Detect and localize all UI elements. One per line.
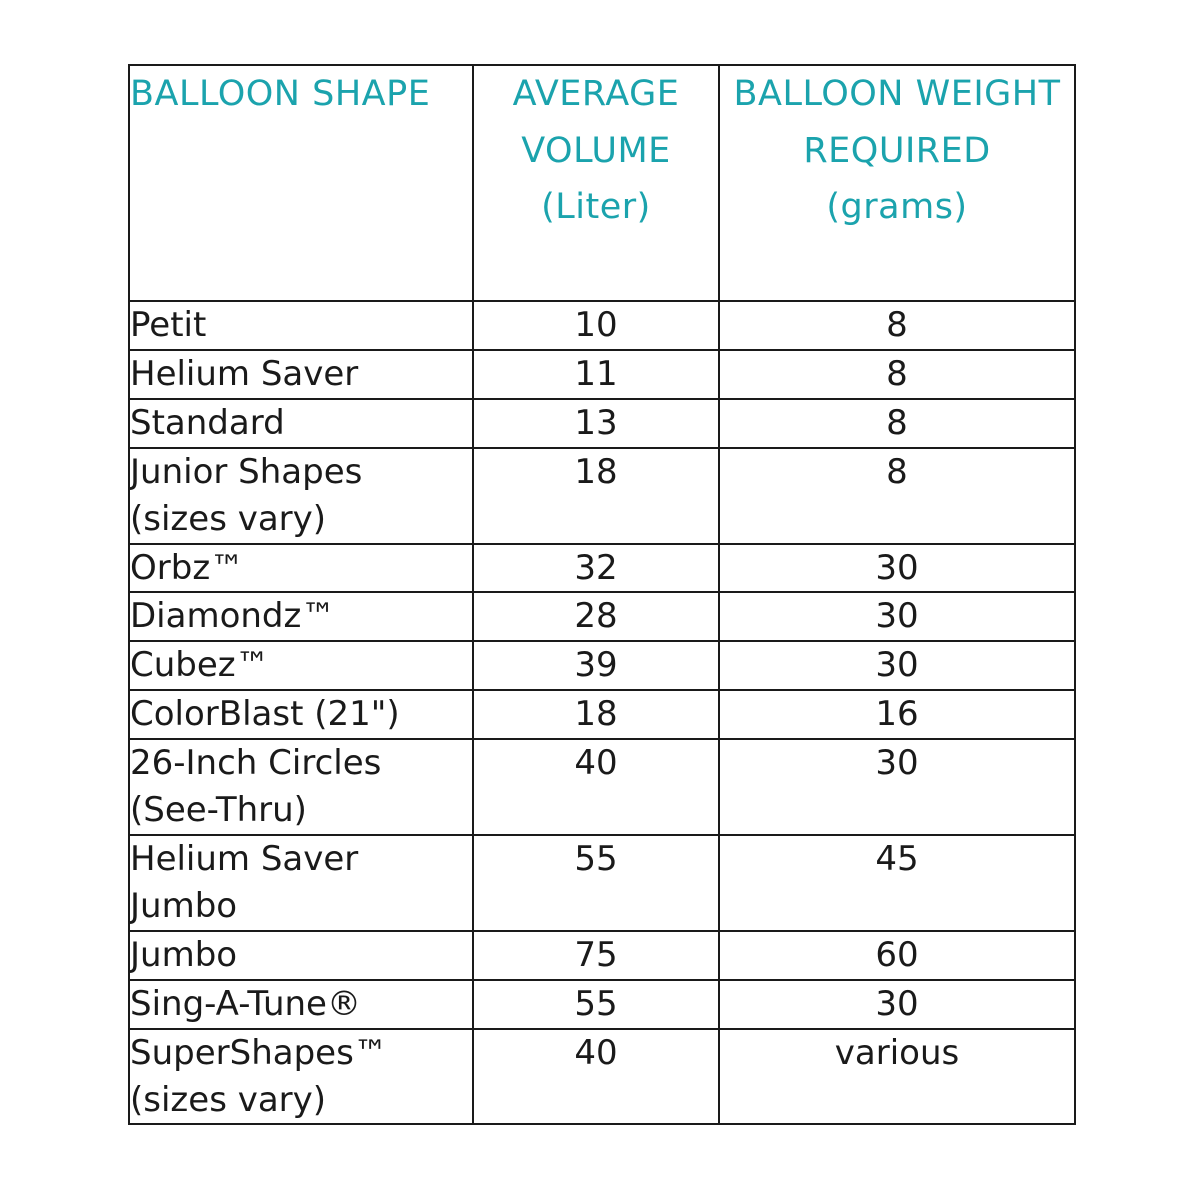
cell-average-volume: 13 [473, 399, 719, 448]
cell-balloon-weight: 30 [719, 739, 1075, 835]
cell-balloon-shape [129, 931, 473, 980]
cell-balloon-weight: 8 [719, 350, 1075, 399]
cell-balloon-weight: 8 [719, 301, 1075, 350]
cell-text-line: Petit [130, 305, 207, 345]
cell-balloon-weight: 30 [719, 592, 1075, 641]
cell-text-line: SuperShapes™ [130, 1032, 388, 1073]
cell-text-line: Junior Shapes [130, 451, 363, 492]
cell-text-line: Cubez™ [130, 645, 270, 686]
balloon-weight-table-container [128, 64, 1074, 1125]
cell-balloon-weight: 8 [719, 448, 1075, 544]
column-header-balloon-shape [129, 65, 473, 301]
cell-text-line: Diamondz™ [130, 596, 336, 637]
cell-balloon-weight: 8 [719, 399, 1075, 448]
cell-balloon-shape [129, 350, 473, 399]
cell-balloon-weight: 45 [719, 835, 1075, 931]
cell-balloon-weight: 30 [719, 641, 1075, 690]
cell-text-line: (sizes vary) [130, 498, 327, 539]
table-row [129, 301, 1075, 350]
cell-text-line: (sizes vary) [130, 1079, 327, 1120]
table-row [129, 448, 1075, 544]
cell-text-line: Standard [130, 402, 285, 443]
cell-average-volume: 39 [473, 641, 719, 690]
table-row [129, 350, 1075, 399]
table-row [129, 399, 1075, 448]
column-header-balloon-weight-required-line-2: REQUIRED [803, 130, 991, 171]
cell-balloon-shape [129, 835, 473, 931]
table-row [129, 931, 1075, 980]
cell-text-line: (See-Thru) [130, 790, 307, 831]
cell-text-line: Jumbo [130, 934, 238, 975]
cell-average-volume: 55 [473, 980, 719, 1029]
cell-average-volume: 10 [473, 301, 719, 350]
column-header-balloon-weight-required [719, 65, 1075, 301]
cell-balloon-weight: 30 [719, 544, 1075, 593]
column-header-balloon-shape-line-1: BALLOON SHAPE [130, 74, 431, 114]
cell-balloon-shape [129, 301, 473, 350]
table-body [129, 301, 1075, 1124]
table-row [129, 690, 1075, 739]
column-header-average-volume-line-1: AVERAGE [512, 74, 680, 114]
cell-average-volume: 11 [473, 350, 719, 399]
cell-balloon-shape [129, 399, 473, 448]
table-row [129, 641, 1075, 690]
cell-balloon-weight: various [719, 1029, 1075, 1125]
cell-text-line: Orbz™ [130, 547, 245, 588]
cell-balloon-shape [129, 641, 473, 690]
cell-text-line: Helium Saver [130, 353, 359, 394]
cell-balloon-shape [129, 980, 473, 1029]
cell-average-volume: 40 [473, 1029, 719, 1125]
cell-balloon-weight: 60 [719, 931, 1075, 980]
cell-text-line: ColorBlast (21") [130, 694, 400, 735]
cell-balloon-shape [129, 1029, 473, 1125]
table-row [129, 544, 1075, 593]
column-header-average-volume-line-3: (Liter) [541, 187, 651, 228]
cell-text-line: Jumbo [130, 885, 238, 926]
cell-average-volume: 18 [473, 448, 719, 544]
cell-average-volume: 75 [473, 931, 719, 980]
table-row [129, 1029, 1075, 1125]
cell-average-volume: 32 [473, 544, 719, 593]
column-header-balloon-weight-required-line-1: BALLOON WEIGHT [733, 74, 1061, 114]
cell-balloon-shape [129, 739, 473, 835]
column-header-average-volume-line-2: VOLUME [521, 130, 671, 171]
column-header-balloon-weight-required-line-3: (grams) [826, 187, 968, 228]
cell-text-line: Sing-A-Tune® [130, 983, 361, 1024]
table-header [129, 65, 1075, 301]
cell-average-volume: 28 [473, 592, 719, 641]
cell-average-volume: 18 [473, 690, 719, 739]
cell-balloon-weight: 16 [719, 690, 1075, 739]
table-row [129, 980, 1075, 1029]
cell-balloon-shape [129, 544, 473, 593]
table-row [129, 592, 1075, 641]
cell-average-volume: 40 [473, 739, 719, 835]
balloon-weight-table [128, 64, 1076, 1125]
cell-balloon-shape [129, 592, 473, 641]
table-row [129, 739, 1075, 835]
header-row [129, 65, 1075, 301]
cell-text-line: Helium Saver [130, 838, 359, 879]
cell-text-line: 26-Inch Circles [130, 743, 382, 784]
cell-balloon-shape [129, 690, 473, 739]
cell-balloon-shape [129, 448, 473, 544]
cell-average-volume: 55 [473, 835, 719, 931]
table-row [129, 835, 1075, 931]
cell-balloon-weight: 30 [719, 980, 1075, 1029]
column-header-average-volume [473, 65, 719, 301]
